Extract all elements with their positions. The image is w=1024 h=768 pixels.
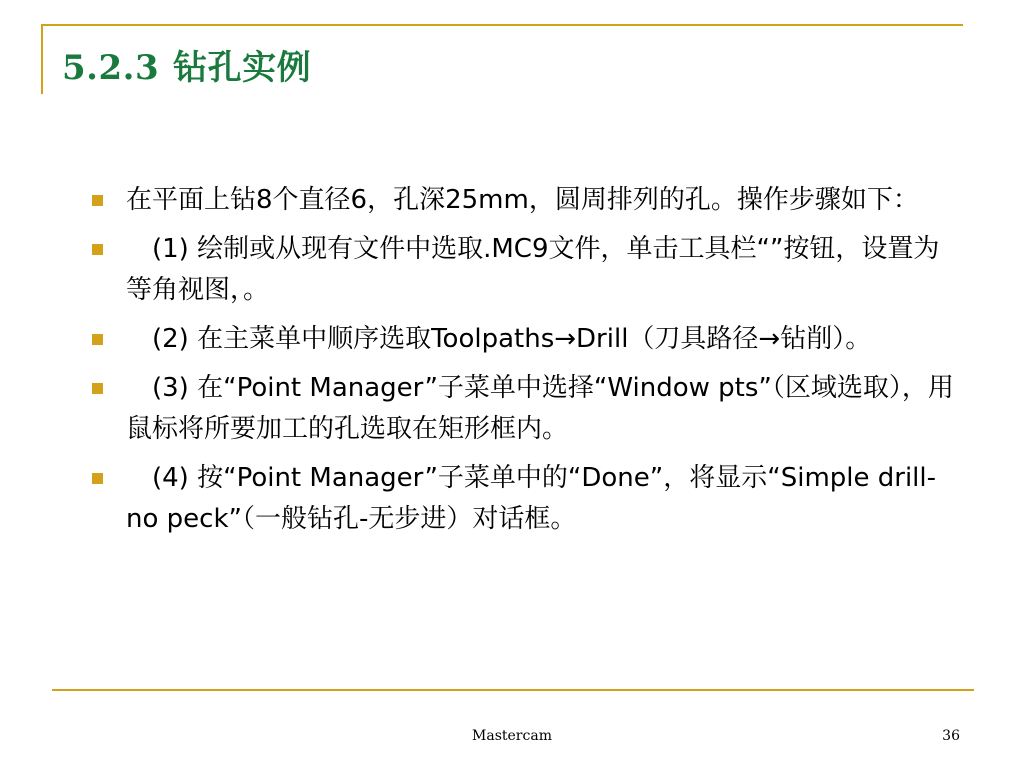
top-rule bbox=[41, 24, 963, 26]
bullet-item bbox=[82, 319, 962, 360]
bullet-text: (3) 在“Point Manager”子菜单中选择“Window pts”（区域选取），用鼠标将所要加工的孔选取在矩形框内。 bbox=[126, 373, 954, 444]
page-number: 36 bbox=[942, 728, 960, 744]
bullet-text: (1) 绘制或从现有文件中选取.MC9文件，单击工具栏“”按钮，设置为等角视图，。 bbox=[126, 234, 940, 305]
bullet-text: (2) 在主菜单中顺序选取Toolpaths→Drill（刀具路径→钻削）。 bbox=[126, 324, 872, 354]
bullet-text: (4) 按“Point Manager”子菜单中的“Done”，将显示“Simple drill-no peck”（一般钻孔-无步进）对话框。 bbox=[126, 463, 937, 534]
square-bullet-icon bbox=[92, 473, 103, 484]
bullet-list bbox=[82, 180, 962, 548]
left-rule bbox=[41, 24, 43, 94]
title-number: 5.2.3 bbox=[62, 48, 160, 88]
square-bullet-icon bbox=[92, 195, 103, 206]
bullet-text: 在平面上钻8个直径6，孔深25mm，圆周排列的孔。操作步骤如下： bbox=[126, 185, 919, 215]
title-text: 钻孔实例 bbox=[173, 48, 312, 88]
bullet-item bbox=[82, 229, 962, 311]
bullet-item bbox=[82, 368, 962, 450]
bottom-rule bbox=[52, 689, 974, 691]
footer-label: Mastercam bbox=[472, 728, 552, 744]
square-bullet-icon bbox=[92, 383, 103, 394]
bullet-item bbox=[82, 458, 962, 540]
square-bullet-icon bbox=[92, 244, 103, 255]
slide-title bbox=[62, 40, 311, 89]
bullet-item bbox=[82, 180, 962, 221]
square-bullet-icon bbox=[92, 334, 103, 345]
